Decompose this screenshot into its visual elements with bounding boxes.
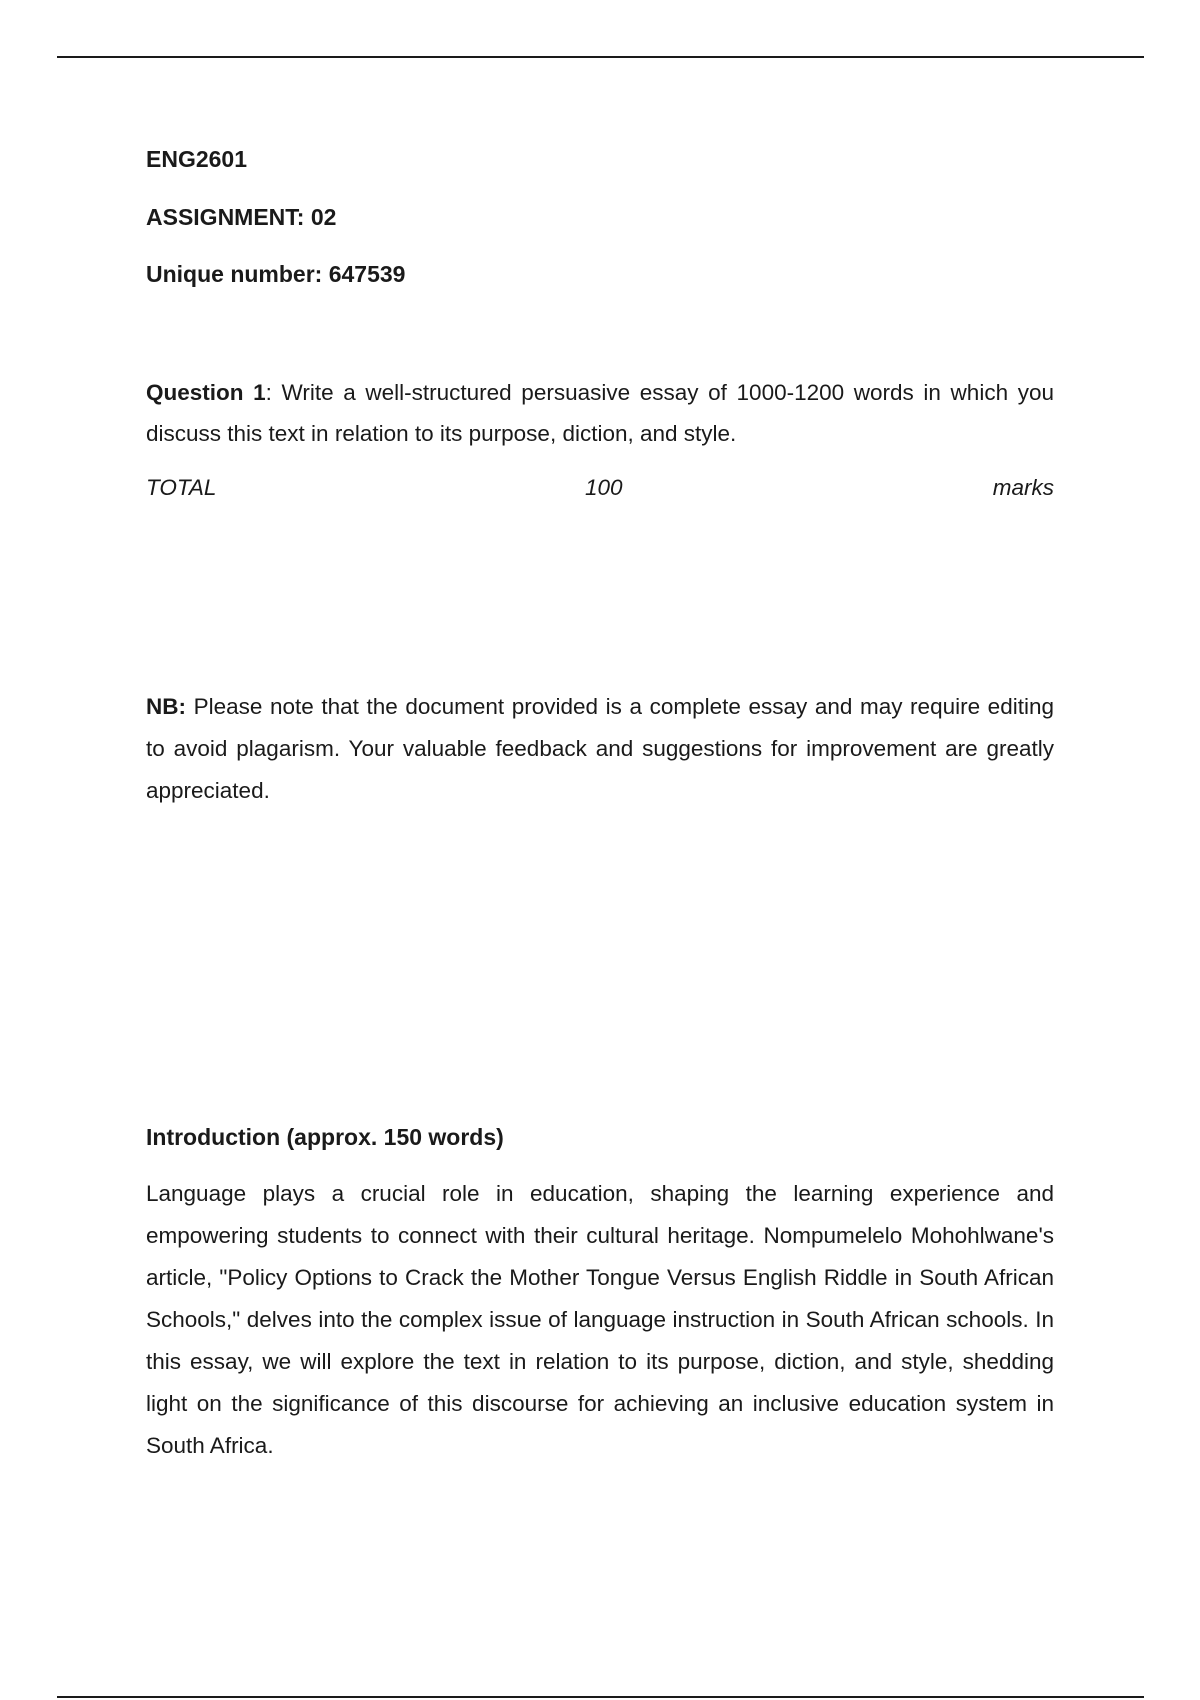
- question-text: : Write a well-structured persuasive essay of 1000-1200 words in which you discuss this text in relation to its purpose, diction, and style.: [146, 380, 1054, 446]
- introduction-body: Language plays a crucial role in education, shaping the learning experience and empowering students to connect with their cultural heritage. Nompumelelo Mohohlwane's article, "Policy Options to Crack the Mother Tongue Versus English Riddle in South African Schools," delves into the complex issue of language instruction in South African schools. In this essay, we will explore the text in relation to its purpose, diction, and style, shedding light on the significance of this discourse for achieving an inclusive education system in South Africa.: [146, 1181, 1054, 1458]
- note-paragraph: [146, 686, 1054, 812]
- total-marks-row: [146, 477, 1054, 500]
- assignment-number: ASSIGNMENT: 02: [146, 204, 337, 230]
- introduction-heading: Introduction (approx. 150 words): [146, 1124, 504, 1150]
- question-paragraph: [146, 372, 1054, 454]
- note-label: NB:: [146, 694, 186, 719]
- total-unit: marks: [992, 475, 1054, 500]
- total-value: 100: [585, 475, 623, 500]
- bottom-divider: [57, 1696, 1144, 1698]
- unique-number: Unique number: 647539: [146, 261, 406, 287]
- note-text: Please note that the document provided is a complete essay and may require editing to avoid plagarism. Your valuable feedback and suggestions for improvement are greatly appreciated.: [146, 694, 1054, 803]
- total-label: TOTAL: [146, 475, 217, 500]
- course-code: ENG2601: [146, 146, 248, 172]
- question-label: Question 1: [146, 380, 266, 405]
- top-divider: [57, 56, 1144, 58]
